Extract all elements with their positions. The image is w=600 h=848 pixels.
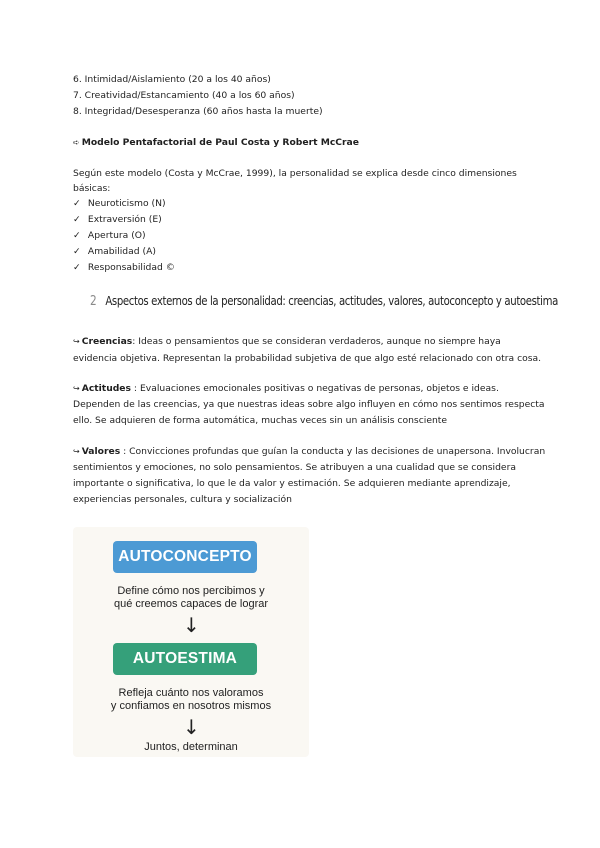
valores-line4: experiencias personales, cultura y socialización xyxy=(73,494,292,505)
dimension-label: Amabilidad (A) xyxy=(87,246,156,257)
creencias-text: : Ideas o pensamientos que se consideran verdaderos, aunque no siempre haya xyxy=(132,336,501,347)
stage-7: 7. Creatividad/Estancamiento (40 a los 60 años) xyxy=(73,90,295,101)
stage-6: 6. Intimidad/Aislamiento (20 a los 40 años) xyxy=(73,74,271,85)
valores-label: Valores xyxy=(81,446,121,457)
dimension-label: Extraversión (E) xyxy=(87,214,162,225)
dimension-item xyxy=(73,214,162,226)
model-intro-line1: Según este modelo (Costa y McCrae, 1999), la personalidad se explica desde cinco dimensiones xyxy=(73,168,517,179)
model-intro-line2: básicas: xyxy=(73,183,111,194)
self-concept-figure xyxy=(73,527,309,757)
dimension-label: Apertura (O) xyxy=(87,230,146,241)
arrow-down-icon: ↓ xyxy=(183,613,200,637)
autoestima-desc-line1: Refleja cuánto nos valoramos xyxy=(118,687,264,699)
arrow-bullet-icon: ↪ xyxy=(73,384,80,393)
actitudes-line2: Dependen de las creencias, ya que nuestras ideas sobre algo influyen en cómo nos sentimos respecta xyxy=(73,399,545,410)
valores-line3: importante o significativa, lo que le da valor y estimación. Se adquieren mediante aprendizaje, xyxy=(73,478,511,489)
actitudes-text: : Evaluaciones emocionales positivas o negativas de personas, objetos e ideas. xyxy=(131,383,499,394)
dimension-item xyxy=(73,198,166,210)
arrow-bullet-icon: ➪ xyxy=(73,138,80,147)
dimension-item xyxy=(73,230,146,242)
autoconcepto-box: AUTOCONCEPTO xyxy=(113,541,257,573)
creencias-label: Creencias xyxy=(81,336,133,347)
checkmark-icon: ✓ xyxy=(73,198,81,209)
autoestima-desc-line2: y confiamos en nosotros mismos xyxy=(110,700,272,712)
actitudes-line3: ello. Se adquieren de forma automática, muchas veces sin un análisis consciente xyxy=(73,415,448,426)
dimension-label: Neuroticismo (N) xyxy=(87,198,166,209)
dimension-item xyxy=(73,262,175,274)
model-heading xyxy=(73,137,359,149)
arrow-down-icon: ↓ xyxy=(183,715,200,739)
figure-footer: Juntos, determinan xyxy=(144,741,238,753)
creencias-line1 xyxy=(73,336,501,348)
section-2-heading xyxy=(90,293,558,309)
arrow-bullet-icon: ↪ xyxy=(73,337,80,346)
checkmark-icon: ✓ xyxy=(73,246,81,257)
autoconcepto-desc-line2: qué creemos capaces de lograr xyxy=(113,598,269,610)
autoconcepto-desc-line1: Define cómo nos percibimos y xyxy=(117,585,265,597)
arrow-bullet-icon: ↪ xyxy=(73,447,80,456)
dimension-label: Responsabilidad © xyxy=(87,262,175,273)
checkmark-icon: ✓ xyxy=(73,214,81,225)
stage-8: 8. Integridad/Desesperanza (60 años hasta la muerte) xyxy=(73,106,323,117)
model-title: Modelo Pentafactorial de Paul Costa y Robert McCrae xyxy=(81,137,359,148)
creencias-line2: evidencia objetiva. Representan la probabilidad subjetiva de que algo esté relacionado con otra cosa. xyxy=(73,353,542,364)
dimension-item xyxy=(73,246,156,258)
checkmark-icon: ✓ xyxy=(73,230,81,241)
autoestima-box: AUTOESTIMA xyxy=(113,643,257,675)
checkmark-icon: ✓ xyxy=(73,262,81,273)
valores-line2: sentimientos y emociones, no solo pensamientos. Se atribuyen a una cualidad que se considera xyxy=(73,462,516,473)
valores-line1 xyxy=(73,446,545,458)
section-number: 2 xyxy=(90,294,97,309)
actitudes-line1 xyxy=(73,383,499,395)
actitudes-label: Actitudes xyxy=(81,383,132,394)
section-title: Aspectos externos de la personalidad: creencias, actitudes, valores, autoconcepto y autoestima xyxy=(105,293,558,308)
valores-text: : Convicciones profundas que guían la conducta y las decisiones de unapersona. Involucran xyxy=(120,446,546,457)
